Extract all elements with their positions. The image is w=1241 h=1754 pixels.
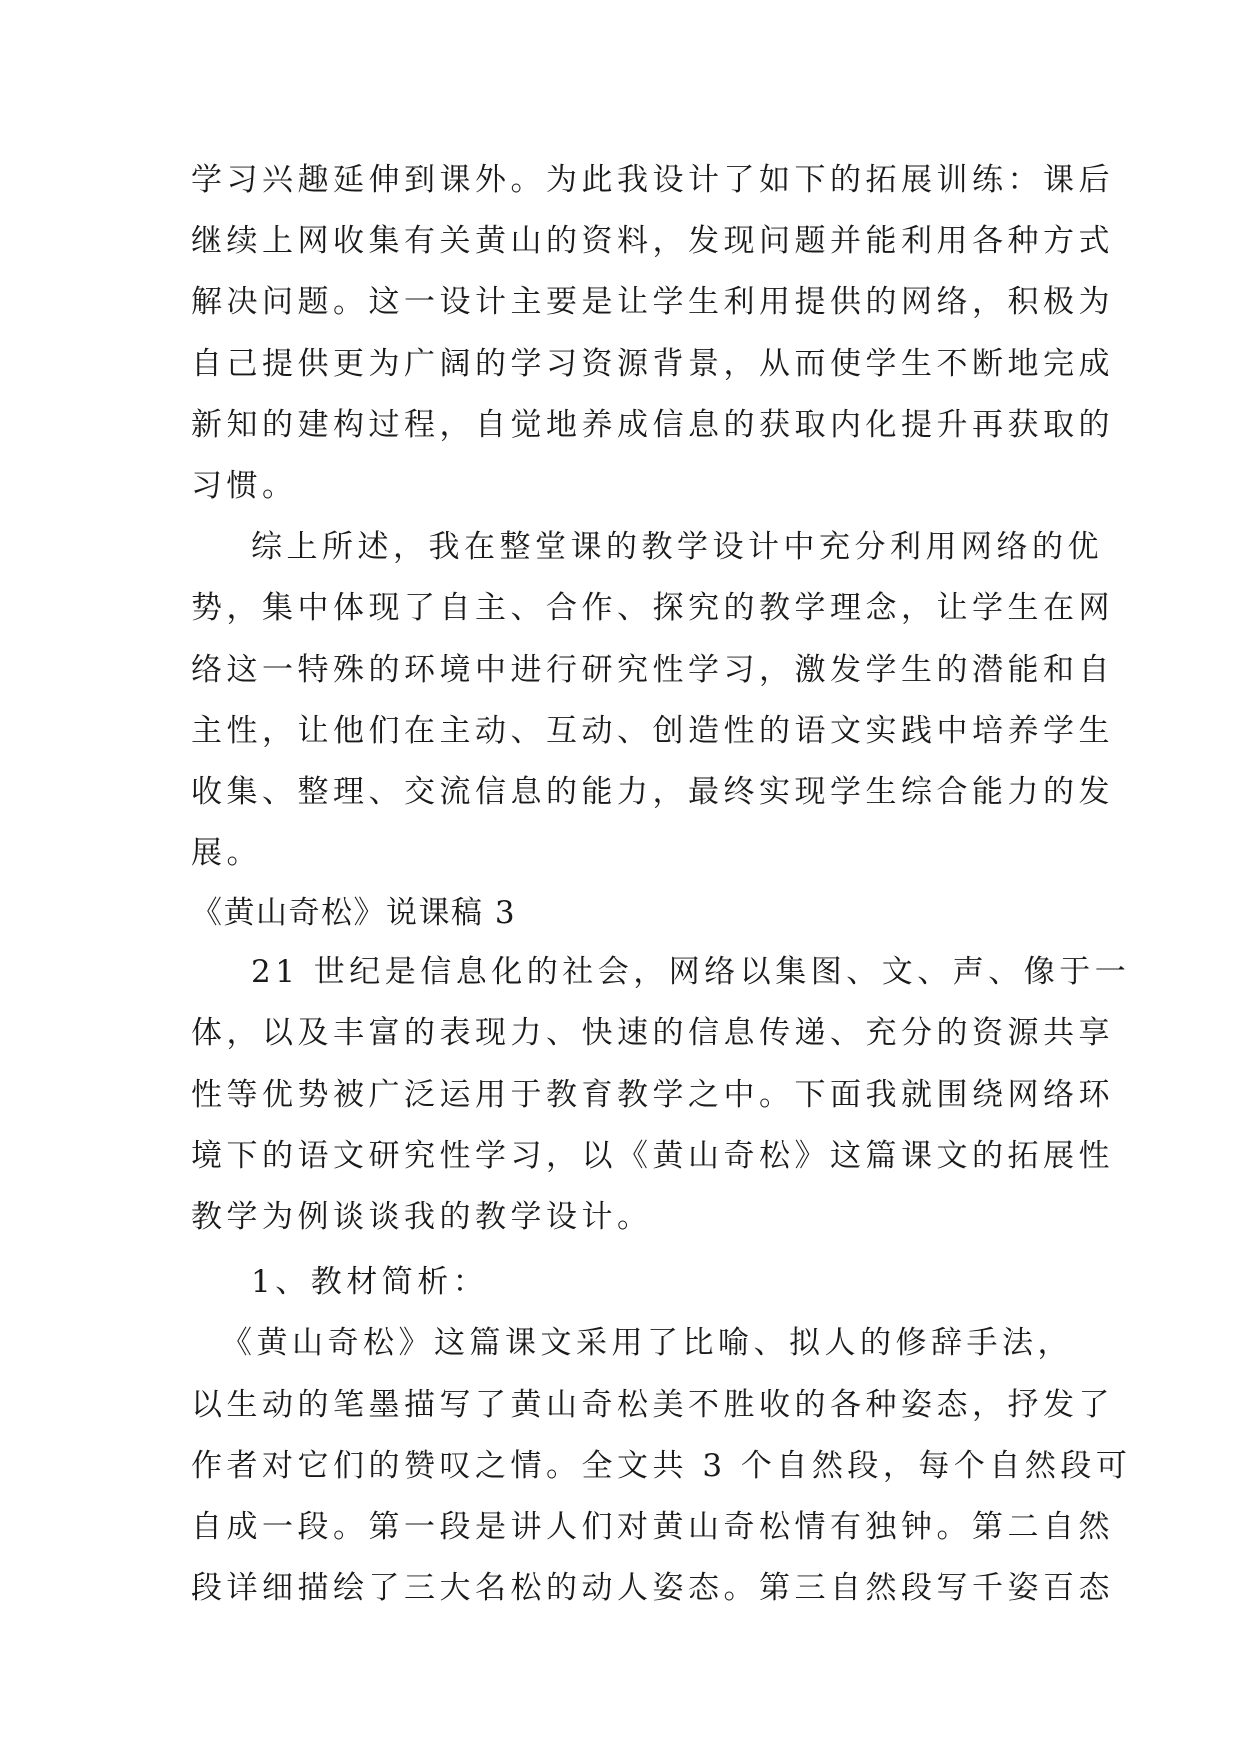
- text-line: 体，以及丰富的表现力、快速的信息传递、充分的资源共享: [191, 1015, 1114, 1052]
- section-heading: 《黄山奇松》说课稿 3: [191, 895, 517, 932]
- text-line: 段详细描绘了三大名松的动人姿态。第三自然段写千姿百态: [191, 1570, 1114, 1607]
- text-line: 展。: [191, 835, 262, 872]
- text-line: 21 世纪是信息化的社会，网络以集图、文、声、像于一: [251, 954, 1131, 991]
- text-line: 自己提供更为广阔的学习资源背景，从而使学生不断地完成: [191, 345, 1114, 382]
- text-line: 势，集中体现了自主、合作、探究的教学理念，让学生在网: [191, 590, 1114, 627]
- paragraph-3: [191, 942, 1131, 1248]
- paragraph-4: [191, 1313, 1132, 1619]
- text-line: 主性，让他们在主动、互动、创造性的语文实践中培养学生: [191, 712, 1114, 749]
- paragraph-1: [191, 150, 1114, 517]
- text-line: 新知的建构过程，自觉地养成信息的获取内化提升再获取的: [191, 406, 1114, 443]
- text-line: 习惯。: [191, 467, 298, 504]
- text-line: 继续上网收集有关黄山的资料，发现问题并能利用各种方式: [191, 223, 1114, 260]
- text-line: 学习兴趣延伸到课外。为此我设计了如下的拓展训练：课后: [191, 162, 1114, 198]
- text-line: 解决问题。这一设计主要是让学生利用提供的网络，积极为: [191, 284, 1114, 321]
- text-line: 作者对它们的赞叹之情。全文共 3 个自然段，每个自然段可: [191, 1447, 1132, 1484]
- text-line: 收集、整理、交流信息的能力，最终实现学生综合能力的发: [191, 773, 1114, 810]
- text-line: 《黄山奇松》这篇课文采用了比喻、拟人的修辞手法，: [221, 1325, 1073, 1362]
- paragraph-2: [191, 517, 1114, 884]
- subheading-textbook-analysis: 1、教材简析：: [251, 1264, 489, 1301]
- text-line: 以生动的笔墨描写了黄山奇松美不胜收的各种姿态，抒发了: [191, 1386, 1114, 1423]
- text-column: [191, 150, 1132, 1619]
- text-line: 络这一特殊的环境中进行研究性学习，激发学生的潜能和自: [191, 651, 1114, 688]
- text-line: 性等优势被广泛运用于教育教学之中。下面我就围绕网络环: [191, 1076, 1114, 1113]
- text-line: 综上所述，我在整堂课的教学设计中充分利用网络的优: [251, 529, 1103, 566]
- text-line: 教学为例谈谈我的教学设计。: [191, 1199, 653, 1235]
- text-line: 境下的语文研究性学习，以《黄山奇松》这篇课文的拓展性: [191, 1137, 1114, 1174]
- text-line: 自成一段。第一段是讲人们对黄山奇松情有独钟。第二自然: [191, 1508, 1114, 1545]
